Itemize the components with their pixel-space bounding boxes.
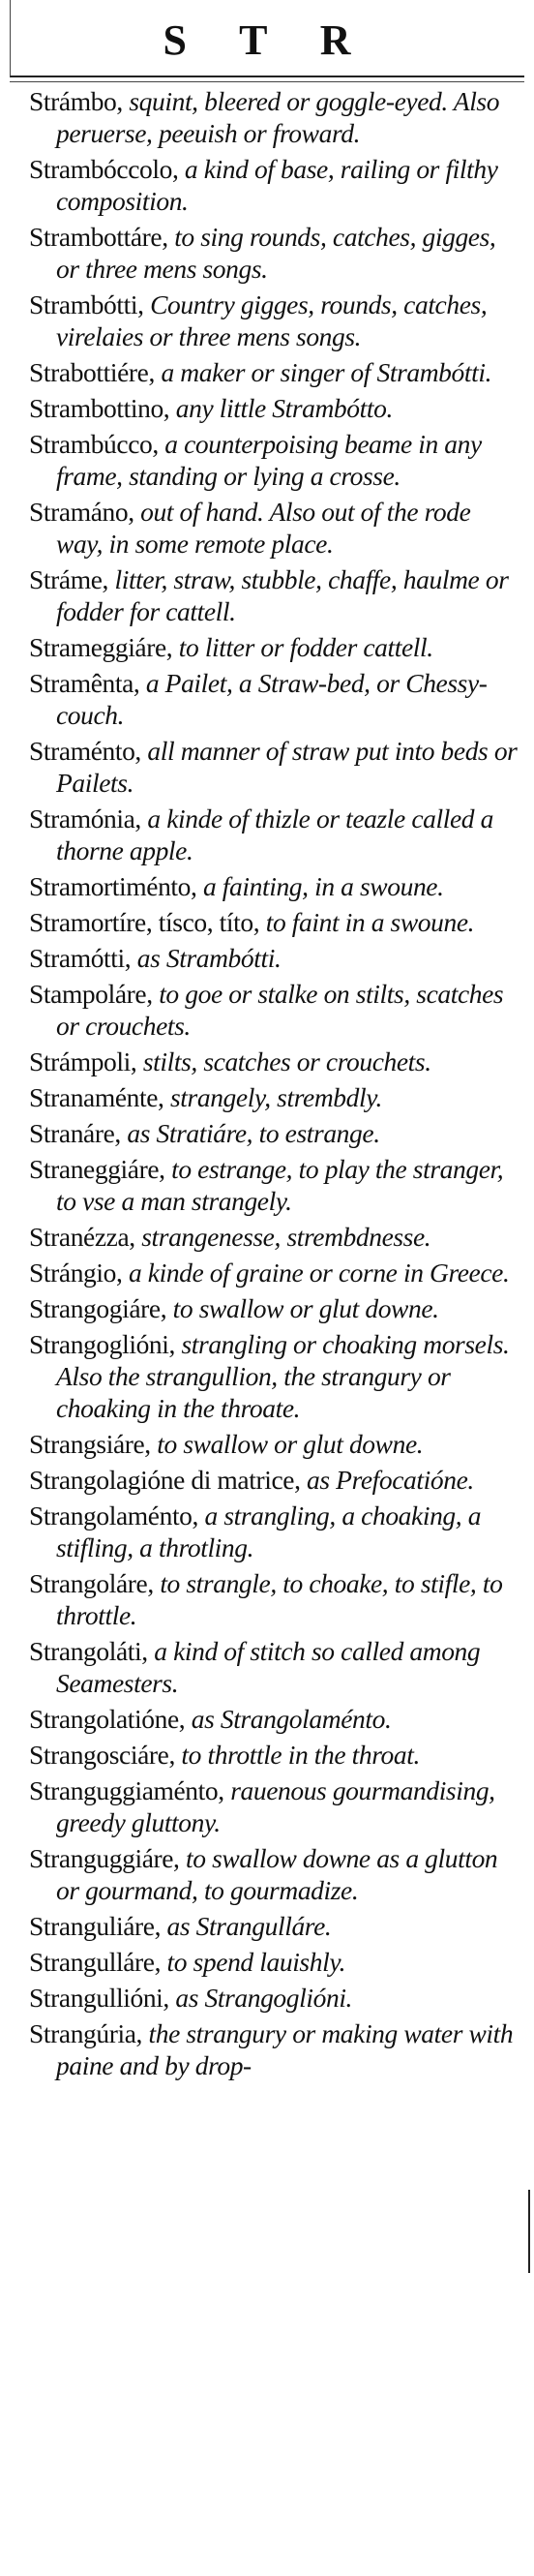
entry-definition: to throttle in the throat.	[174, 1740, 420, 1770]
entry-headword: Strangosciáre,	[29, 1740, 175, 1770]
dictionary-entry	[29, 288, 520, 352]
dictionary-entry	[29, 1842, 520, 1906]
entry-list	[29, 85, 520, 2085]
entry-headword: Strambóccolo,	[29, 154, 179, 184]
entry-headword: Strangulláre,	[29, 1947, 162, 1977]
entry-headword: Strangolaménto,	[29, 1500, 199, 1530]
entry-headword: Stranguliáre,	[29, 1911, 162, 1941]
entry-definition: as Strambótti.	[131, 943, 282, 973]
dictionary-entry	[29, 870, 520, 902]
entry-headword: Strámpoli,	[29, 1046, 137, 1076]
dictionary-entry	[29, 942, 520, 974]
dictionary-entry	[29, 1153, 520, 1217]
entry-headword: Strangolagióne di matrice,	[29, 1465, 301, 1495]
entry-definition: as Strangulláre.	[161, 1911, 332, 1941]
entry-headword: Strangúria,	[29, 2018, 143, 2048]
entry-definition: to goe or stalke on stilts, scatches or crouchets.	[56, 979, 504, 1041]
dictionary-entry	[29, 428, 520, 492]
dictionary-entry	[29, 1464, 520, 1496]
entry-definition: a strangling, a choaking, a stifling, a throtling.	[56, 1500, 482, 1562]
dictionary-entry	[29, 803, 520, 866]
entry-headword: Stramónia,	[29, 803, 141, 833]
entry-headword: Strambottino,	[29, 393, 170, 423]
dictionary-entry	[29, 1946, 520, 1978]
dictionary-entry	[29, 1500, 520, 1563]
entry-headword: Strangullióni,	[29, 1983, 169, 2013]
dictionary-entry	[29, 392, 520, 424]
entry-headword: Stranézza,	[29, 1222, 135, 1252]
entry-definition: the strangury or making water with paine and by drop-	[56, 2018, 514, 2080]
dictionary-entry	[29, 1982, 520, 2014]
dictionary-entry	[29, 1328, 520, 1424]
entry-headword: Straneggiáre,	[29, 1154, 165, 1184]
page-header	[10, 0, 524, 77]
dictionary-entry	[29, 1567, 520, 1631]
entry-definition: to swallow or glut downe.	[166, 1293, 439, 1323]
entry-headword: Strangogiáre,	[29, 1293, 167, 1323]
dictionary-entry	[29, 1703, 520, 1735]
dictionary-entry	[29, 1635, 520, 1699]
entry-definition: any little Strambótto.	[169, 393, 393, 423]
dictionary-entry	[29, 1221, 520, 1253]
entry-definition: to swallow or glut downe.	[150, 1429, 424, 1459]
entry-headword: Stramortíre, tísco, títo,	[29, 907, 260, 937]
entry-definition: rauenous gourmandising, greedy gluttony.	[56, 1775, 495, 1837]
dictionary-entry	[29, 667, 520, 731]
entry-definition: strangenesse, strembdnesse.	[134, 1222, 431, 1252]
dictionary-entry	[29, 85, 520, 149]
entry-headword: Stramortiménto,	[29, 871, 197, 901]
entry-headword: Strangoláti,	[29, 1636, 148, 1666]
entry-headword: Strangoláre,	[29, 1568, 154, 1598]
entry-headword: Strangoglióni,	[29, 1329, 175, 1359]
entry-headword: Stranguggiáre,	[29, 1843, 180, 1873]
entry-definition: to swallow downe as a glutton or gourmand, to gourmadize.	[56, 1843, 498, 1905]
entry-definition: to litter or fodder cattell.	[172, 632, 433, 662]
entry-headword: Strángio,	[29, 1258, 123, 1288]
dictionary-entry	[29, 1739, 520, 1771]
entry-headword: Stranguggiaménto,	[29, 1775, 224, 1805]
dictionary-entry	[29, 1774, 520, 1838]
entry-definition: stilts, scatches or crouchets.	[136, 1046, 431, 1076]
dictionary-entry	[29, 221, 520, 285]
dictionary-entry	[29, 1081, 520, 1113]
entry-headword: Straménto,	[29, 736, 141, 766]
entry-headword: Stampoláre,	[29, 979, 153, 1009]
entry-definition: all manner of straw put into beds or Pailets.	[56, 736, 518, 798]
entry-headword: Stramáno,	[29, 497, 134, 527]
entry-headword: Stranaménte,	[29, 1082, 164, 1112]
entry-definition: as Prefocatióne.	[300, 1465, 474, 1495]
entry-headword: Stramótti,	[29, 943, 132, 973]
entry-headword: Strabottiére,	[29, 357, 155, 387]
entry-definition: a Pailet, a Straw-bed, or Chessy-couch.	[56, 668, 488, 730]
entry-definition: a counterpoising beame in any frame, standing or lying a crosse.	[56, 429, 482, 491]
dictionary-entry	[29, 2017, 520, 2081]
dictionary-entry	[29, 1257, 520, 1288]
dictionary-entry	[29, 496, 520, 560]
margin-rule	[528, 2190, 530, 2273]
dictionary-entry	[29, 1117, 520, 1149]
dictionary-entry	[29, 906, 520, 938]
dictionary-entry	[29, 631, 520, 663]
dictionary-entry	[29, 153, 520, 217]
entry-headword: Strámbo,	[29, 86, 123, 116]
entry-definition: as Strangoglióni.	[168, 1983, 353, 2013]
entry-definition: out of hand. Also out of the rode way, in some remote place.	[56, 497, 471, 559]
entry-headword: Stramênta,	[29, 668, 140, 698]
entry-definition: to strangle, to choake, to stifle, to throttle.	[56, 1568, 503, 1630]
entry-definition: a kind of stitch so called among Seamesters.	[56, 1636, 481, 1698]
entry-headword: Stráme,	[29, 564, 108, 594]
entry-definition: strangling or choaking morsels. Also the strangullion, the strangury or choaking in the throate.	[56, 1329, 510, 1423]
entry-definition: to faint in a swoune.	[259, 907, 475, 937]
entries-column	[10, 81, 524, 2569]
entry-definition: a maker or singer of Strambótti.	[154, 357, 492, 387]
entry-definition: to spend lauishly.	[161, 1947, 346, 1977]
dictionary-entry	[29, 356, 520, 388]
entry-definition: a fainting, in a swoune.	[196, 871, 444, 901]
dictionary-entry	[29, 1428, 520, 1460]
entry-definition: a kind of base, railing or filthy composition.	[56, 154, 498, 216]
entry-headword: Strambótti,	[29, 289, 144, 319]
dictionary-entry	[29, 978, 520, 1042]
entry-definition: a kinde of thizle or teazle called a thorne apple.	[56, 803, 493, 865]
entry-definition: to estrange, to play the stranger, to vse a man strangely.	[56, 1154, 504, 1216]
entry-headword: Strangolatióne,	[29, 1704, 186, 1734]
entry-headword: Strambottáre,	[29, 222, 168, 252]
dictionary-entry	[29, 563, 520, 627]
dictionary-entry	[29, 1910, 520, 1942]
entry-definition: as Stratiáre, to estrange.	[120, 1118, 380, 1148]
entry-definition: squint, bleered or goggle-eyed. Also peruerse, peeuish or froward.	[56, 86, 500, 148]
entry-headword: Strambúcco,	[29, 429, 159, 459]
dictionary-entry	[29, 1046, 520, 1077]
entry-headword: Strameggiáre,	[29, 632, 173, 662]
dictionary-entry	[29, 735, 520, 799]
entry-definition: Country gigges, rounds, catches, virelaies or three mens songs.	[56, 289, 488, 351]
entry-definition: strangely, strembdly.	[163, 1082, 382, 1112]
entry-definition: to sing rounds, catches, gigges, or three mens songs.	[56, 222, 496, 284]
entry-definition: a kinde of graine or corne in Greece.	[122, 1258, 510, 1288]
running-head: S T R	[163, 16, 372, 64]
entry-headword: Strangsiáre,	[29, 1429, 151, 1459]
entry-definition: as Strangolaménto.	[185, 1704, 392, 1734]
entry-definition: litter, straw, stubble, chaffe, haulme or fodder for cattell.	[56, 564, 509, 626]
dictionary-entry	[29, 1292, 520, 1324]
entry-headword: Stranáre,	[29, 1118, 121, 1148]
